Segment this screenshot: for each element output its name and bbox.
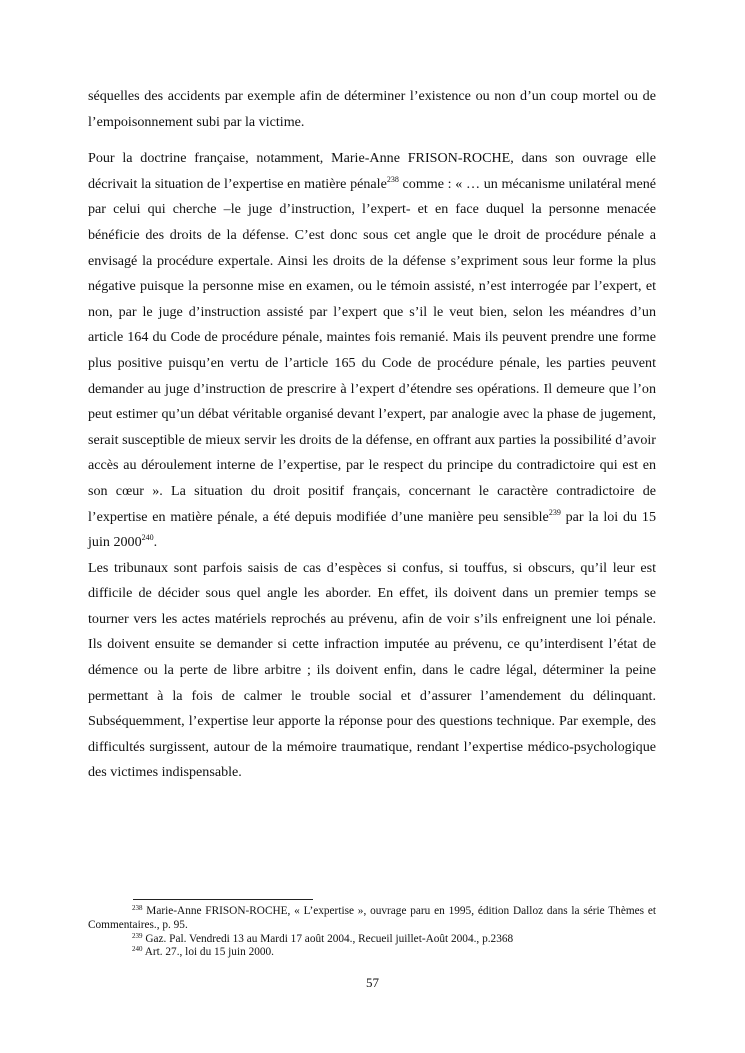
footnote-text: Marie-Anne FRISON-ROCHE, « L’expertise », ouvrage paru en 1995, édition Dalloz dans la série Thèmes et Commentaires., p. 95.	[88, 905, 656, 931]
footnote-number: 240	[132, 945, 143, 954]
paragraph-1: séquelles des accidents par exemple afin de déterminer l’existence ou non d’un coup mortel ou de l’empoisonnement subi par la victime.	[88, 88, 656, 130]
footnote-ref-240: 240	[141, 533, 154, 543]
footnote-number: 239	[132, 931, 143, 940]
footnote-ref-238: 238	[386, 174, 399, 184]
footnote-text: Art. 27., loi du 15 juin 2000.	[142, 946, 274, 959]
footnote-240	[88, 946, 656, 960]
footnote-text: Gaz. Pal. Vendredi 13 au Mardi 17 août 2004., Recueil juillet-Août 2004., p.2368	[142, 932, 514, 945]
paragraph-2-text-c: par la loi du 15 juin 2000	[88, 508, 656, 551]
paragraph-2-text-a: Pour la doctrine française, notamment, Marie-Anne FRISON-ROCHE, dans son ouvrage elle décrivait la situation de l’expertise en matière pénale	[88, 150, 656, 192]
footnote-separator	[133, 899, 313, 900]
page-body	[88, 84, 656, 786]
footnote-ref-239: 239	[548, 507, 561, 517]
paragraph-2-text-d: .	[153, 534, 158, 551]
paragraph-3: Les tribunaux sont parfois saisis de cas d’espèces si confus, si touffus, si obscurs, qu’il leur est difficile de décider sous quel angle les aborder. En effet, ils doivent dans un premier temps se tourner vers les actes matériels reprochés au prévenu, afin de voir s’ils enfreignent une loi pénale. Ils doivent ensuite se demander si cette infraction imputée au prévenu, ce qu’interdisent l’état de démence ou la perte de libre arbitre ; ils doivent enfin, dans le cadre légal, déterminer la peine permettant à la fois de calmer le trouble social et d’assurer l’amendement du délinquant. Subséquemment, l’expertise leur apporte la réponse pour des questions technique. Par exemple, des difficultés surgissent, autour de la mémoire traumatique, rendant l’expertise médico-psychologique des victimes indispensable.	[88, 559, 656, 781]
footnote-number: 238	[132, 904, 143, 912]
footnotes	[88, 905, 656, 960]
footnote-238	[88, 905, 656, 933]
footnote-239	[88, 933, 656, 947]
paragraph-2	[88, 146, 656, 556]
page-number: 57	[366, 975, 379, 990]
paragraph-2-text-b: comme : « … un mécanisme unilatéral mené par celui qui cherche –le juge d’instruction, l’expert- et en face duquel la personne menacée bénéficie des droits de la défense. C’est donc sous cet angle que le droit de procédure pénale a envisagé la procédure expertale. Ainsi les droits de la défense s’expriment sous leur forme la plus négative puisque la personne mise en examen, ou le témoin assisté, n’est interrogée par l’expert, et non, par le juge d’instruction assisté par l’expert que s’il le veut bien, selon les méandres d’un article 164 du Code de procédure pénale, maintes fois remanié. Mais ils peuvent prendre une forme plus positive puisqu’en vertu de l’article 165 du Code de procédure pénale, les parties peuvent demander au juge d’instruction de prescrire à l’expert d’étendre ses opérations. Il demeure que l’on peut estimer qu’un débat véritable organisé devant l’expert, par analogie avec la phase de jugement, serait susceptible de mieux servir les droits de la défense, en offrant aux parties la possibilité d’avoir accès au déroulement interne de l’expertise, par le respect du principe du contradictoire qui est en son cœur ». La situation du droit positif français, concernant le caractère contradictoire de l’expertise en matière pénale, a été depuis modifiée d’une manière peu sensible	[88, 175, 656, 525]
